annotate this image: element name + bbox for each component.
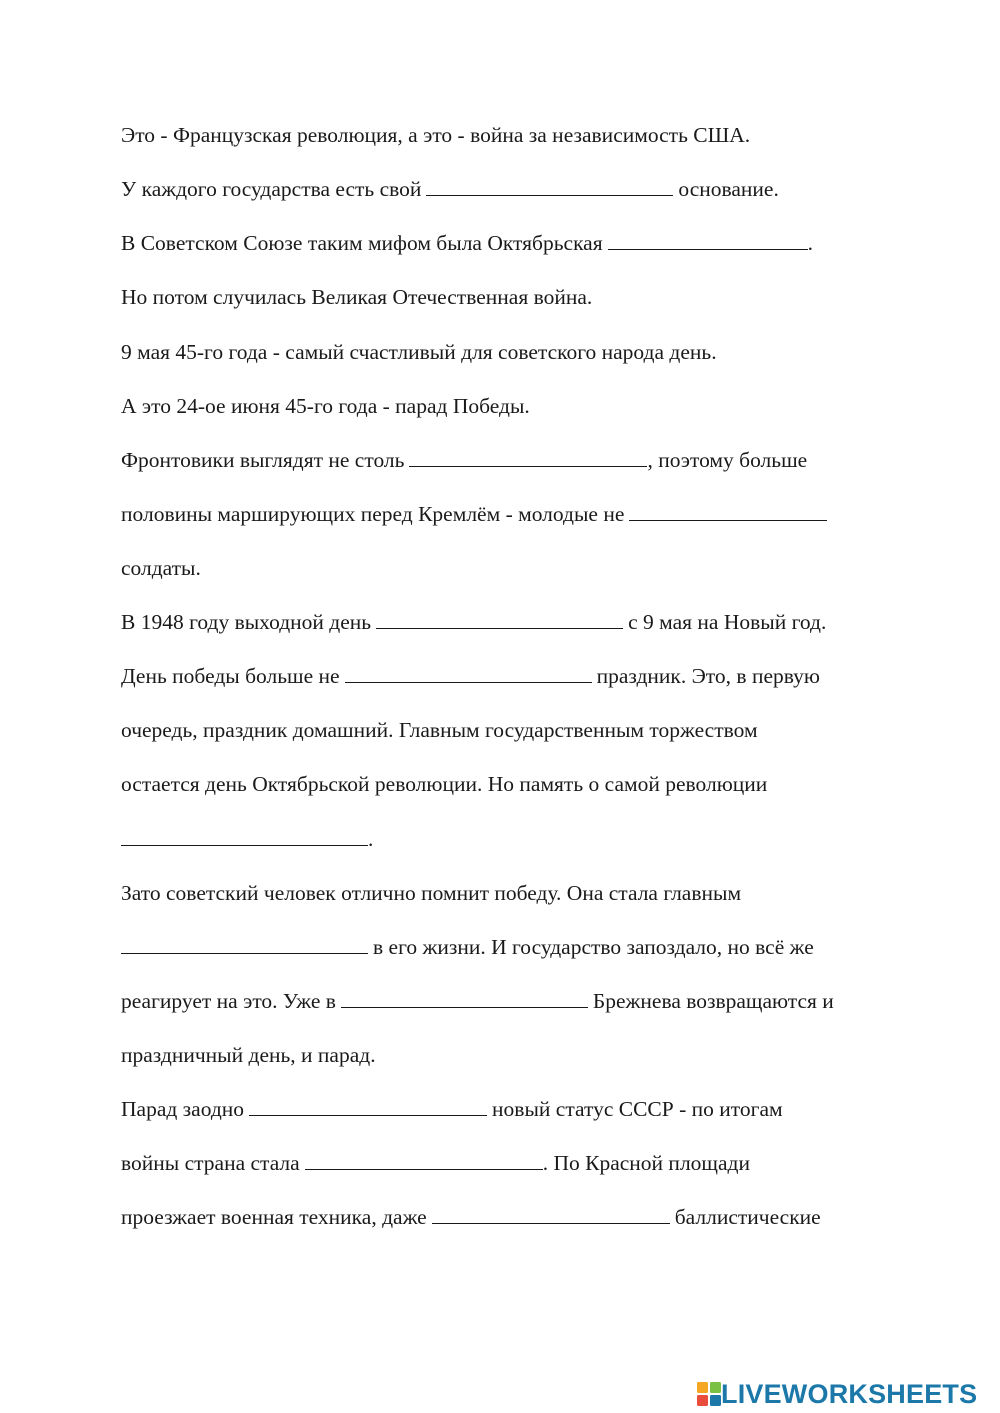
line-text-after: с 9 мая на Новый год.: [628, 610, 827, 634]
line-text-before: Парад заодно: [121, 1097, 245, 1121]
line-text: Это - Французская революция, а это - война за независимость США.: [121, 123, 751, 147]
line-text: 9 мая 45-го года - самый счастливый для советского народа день.: [121, 340, 717, 364]
answer-blank-2[interactable]: [608, 231, 808, 250]
line-text-after: . По Красной площади: [542, 1151, 750, 1175]
line-text-after: основание.: [678, 177, 779, 201]
line-text-after: .: [368, 827, 374, 851]
text-line-2: [121, 175, 779, 203]
line-text-after: баллистические: [674, 1205, 821, 1229]
line-text: очередь, праздник домашний. Главным государственным торжеством: [121, 718, 758, 742]
answer-blank-12[interactable]: [432, 1205, 670, 1224]
line-text-before: У каждого государства есть свой: [121, 177, 422, 201]
line-text-after: в его жизни. И государство запоздало, но всё же: [373, 935, 814, 959]
answer-blank-11[interactable]: [305, 1151, 543, 1170]
answer-blank-1[interactable]: [426, 177, 673, 196]
text-line-17: [121, 987, 834, 1015]
line-text-before: реагирует на это. Уже в: [121, 989, 336, 1013]
line-text: Но потом случилась Великая Отечественная война.: [121, 285, 593, 309]
answer-blank-5[interactable]: [376, 610, 623, 629]
text-line-1: [121, 121, 750, 149]
text-line-7: [121, 446, 807, 474]
line-text-after: , поэтому больше: [647, 448, 808, 472]
line-text-after: Брежнева возвращаются и: [592, 989, 834, 1013]
text-line-5: [121, 338, 717, 366]
line-text-after: .: [807, 231, 813, 255]
line-text-before: В Советском Союзе таким мифом была Октябрьская: [121, 231, 603, 255]
text-line-21: [121, 1203, 821, 1231]
text-line-11: [121, 662, 820, 690]
text-line-13: [121, 770, 767, 798]
line-text-before: Фронтовики выглядят не столь: [121, 448, 405, 472]
line-text-after: праздник. Это, в первую: [596, 664, 820, 688]
text-line-12: [121, 716, 758, 744]
text-line-3: [121, 229, 813, 257]
answer-blank-10[interactable]: [249, 1097, 487, 1116]
answer-blank-4[interactable]: [629, 502, 827, 521]
text-line-16: [121, 933, 814, 961]
text-line-19: [121, 1095, 783, 1123]
text-line-6: [121, 392, 530, 420]
answer-blank-6[interactable]: [345, 664, 592, 683]
line-text-before: День победы больше не: [121, 664, 340, 688]
line-text: остается день Октябрьской революции. Но память о самой революции: [121, 772, 768, 796]
text-line-18: [121, 1041, 376, 1069]
line-text-before: половины марширующих перед Кремлём - молодые не: [121, 502, 625, 526]
answer-blank-3[interactable]: [409, 448, 647, 467]
line-text: солдаты.: [121, 556, 201, 580]
text-line-9: [121, 554, 201, 582]
liveworksheets-logo-icon: [696, 1381, 722, 1407]
line-text-before: войны страна стала: [121, 1151, 300, 1175]
line-text: Зато советский человек отлично помнит победу. Она стала главным: [121, 881, 742, 905]
line-text-before: проезжает военная техника, даже: [121, 1205, 427, 1229]
line-text-after: новый статус СССР - по итогам: [492, 1097, 783, 1121]
text-line-14: [121, 825, 373, 853]
answer-blank-8[interactable]: [121, 935, 368, 954]
answer-blank-7[interactable]: [121, 827, 368, 846]
answer-blank-9[interactable]: [341, 989, 588, 1008]
text-line-15: [121, 879, 741, 907]
text-line-8: [121, 500, 827, 528]
line-text: А это 24-ое июня 45-го года - парад Победы.: [121, 394, 530, 418]
line-text-before: В 1948 году выходной день: [121, 610, 372, 634]
line-text: праздничный день, и парад.: [121, 1043, 376, 1067]
brand-name: LIVEWORKSHEETS: [721, 1379, 978, 1409]
text-line-20: [121, 1149, 750, 1177]
liveworksheets-branding[interactable]: [696, 1379, 992, 1409]
text-line-10: [121, 608, 826, 636]
text-line-4: [121, 283, 592, 311]
